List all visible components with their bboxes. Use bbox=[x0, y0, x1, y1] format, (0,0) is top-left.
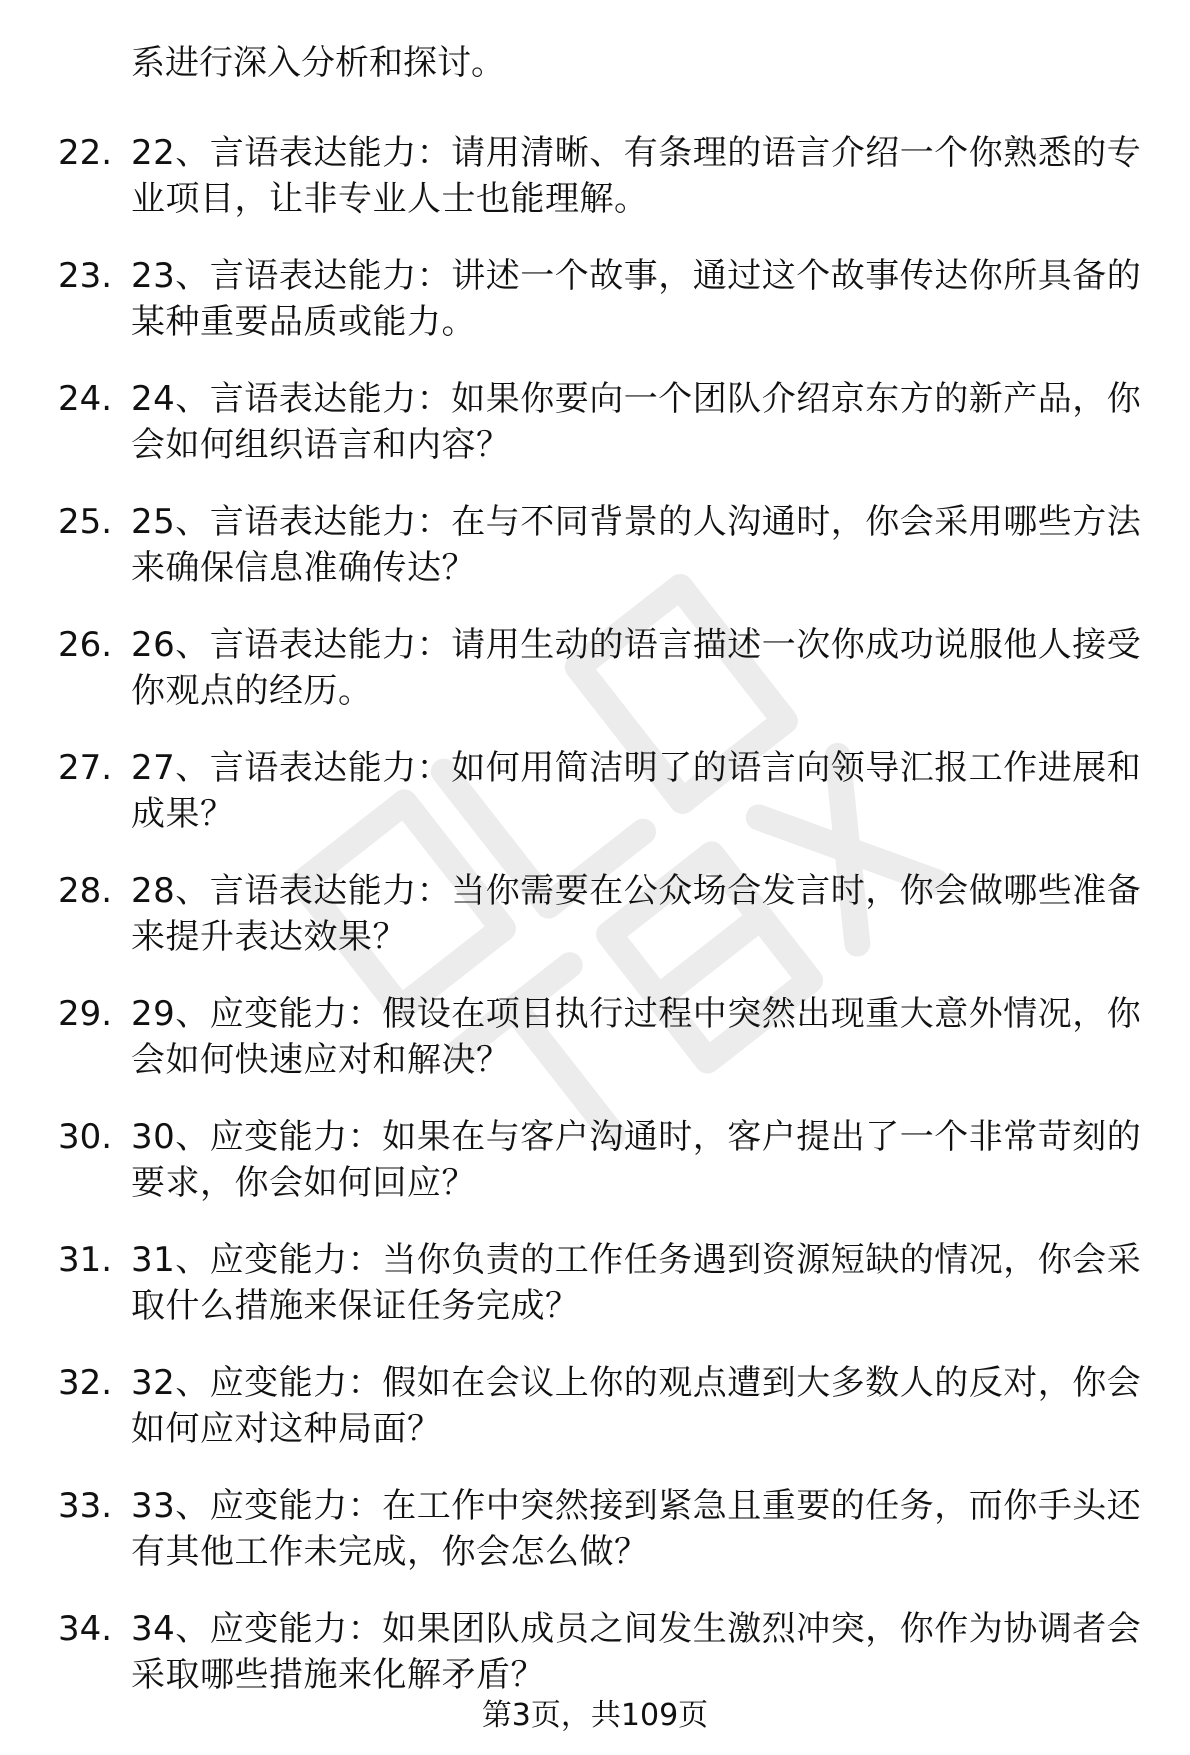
item-text: 26、言语表达能力：请用生动的语言描述一次你成功说服他人接受你观点的经历。 bbox=[131, 625, 1142, 711]
list-item bbox=[0, 745, 1190, 868]
list-item bbox=[0, 1237, 1190, 1360]
item-text: 22、言语表达能力：请用清晰、有条理的语言介绍一个你熟悉的专业项目，让非专业人士也能理解。 bbox=[131, 133, 1142, 219]
item-text: 28、言语表达能力：当你需要在公众场合发言时，你会做哪些准备来提升表达效果？ bbox=[131, 871, 1142, 957]
item-text: 24、言语表达能力：如果你要向一个团队介绍京东方的新产品，你会如何组织语言和内容？ bbox=[131, 379, 1142, 465]
list-item bbox=[0, 499, 1190, 622]
list-item bbox=[0, 130, 1190, 253]
item-number: 26. bbox=[58, 625, 113, 665]
item-text: 29、应变能力：假设在项目执行过程中突然出现重大意外情况，你会如何快速应对和解决？ bbox=[131, 994, 1142, 1080]
list-item bbox=[0, 1114, 1190, 1237]
list-item bbox=[0, 253, 1190, 376]
item-text: 33、应变能力：在工作中突然接到紧急且重要的任务，而你手头还有其他工作未完成，你会怎么做？ bbox=[131, 1486, 1142, 1572]
item-number: 27. bbox=[58, 748, 113, 788]
item-number: 28. bbox=[58, 871, 113, 911]
item-number: 33. bbox=[58, 1486, 113, 1526]
item-text: 31、应变能力：当你负责的工作任务遇到资源短缺的情况，你会采取什么措施来保证任务完成？ bbox=[131, 1240, 1142, 1326]
item-text: 34、应变能力：如果团队成员之间发生激烈冲突，你作为协调者会采取哪些措施来化解矛盾？ bbox=[131, 1609, 1142, 1695]
question-list bbox=[0, 130, 1190, 1729]
item-number: 25. bbox=[58, 502, 113, 542]
item-number: 29. bbox=[58, 994, 113, 1034]
item-number: 22. bbox=[58, 133, 113, 173]
continuation-text: 系进行深入分析和探讨。 bbox=[131, 43, 505, 83]
item-text: 30、应变能力：如果在与客户沟通时，客户提出了一个非常苛刻的要求，你会如何回应？ bbox=[131, 1117, 1142, 1203]
list-item bbox=[0, 1360, 1190, 1483]
list-item bbox=[0, 622, 1190, 745]
item-number: 31. bbox=[58, 1240, 113, 1280]
item-number: 24. bbox=[58, 379, 113, 419]
list-item bbox=[0, 376, 1190, 499]
item-number: 23. bbox=[58, 256, 113, 296]
list-item bbox=[0, 868, 1190, 991]
item-number: 30. bbox=[58, 1117, 113, 1157]
item-number: 34. bbox=[58, 1609, 113, 1649]
item-text: 32、应变能力：假如在会议上你的观点遭到大多数人的反对，你会如何应对这种局面？ bbox=[131, 1363, 1142, 1449]
item-text: 27、言语表达能力：如何用简洁明了的语言向领导汇报工作进展和成果？ bbox=[131, 748, 1142, 834]
item-text: 23、言语表达能力：讲述一个故事，通过这个故事传达你所具备的某种重要品质或能力。 bbox=[131, 256, 1142, 342]
item-text: 25、言语表达能力：在与不同背景的人沟通时，你会采用哪些方法来确保信息准确传达？ bbox=[131, 502, 1142, 588]
item-number: 32. bbox=[58, 1363, 113, 1403]
list-item bbox=[0, 1483, 1190, 1606]
page-footer: 第3页，共109页 bbox=[481, 1698, 709, 1733]
list-item bbox=[0, 991, 1190, 1114]
